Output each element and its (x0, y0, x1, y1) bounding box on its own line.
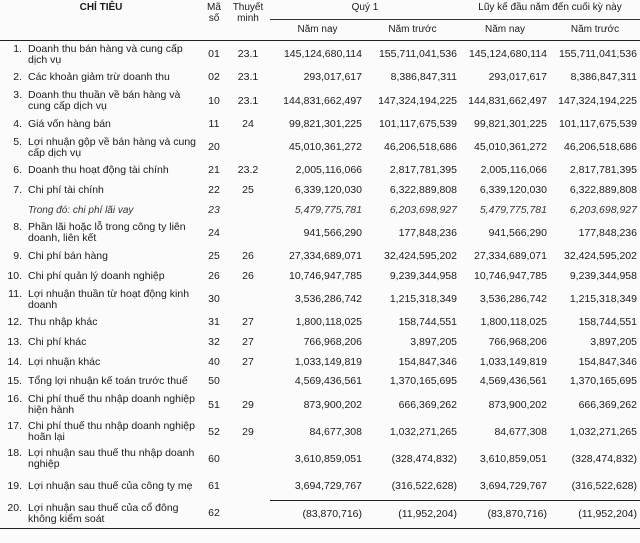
row-quarter-prior: 46,206,518,686 (384, 141, 457, 154)
header-ytd-prior: Năm trước (570, 24, 620, 35)
row-label: Doanh thu bán hàng và cung cấp dịch vụ (28, 42, 183, 66)
row-code: 31 (208, 316, 220, 329)
row-ytd-current: 766,968,206 (488, 336, 547, 349)
row-ytd-prior: 101,117,675,539 (558, 117, 637, 130)
row-note (226, 500, 270, 528)
row-quarter-prior: 32,424,595,202 (384, 250, 457, 263)
row-quarter-prior: 1,215,318,349 (389, 293, 457, 306)
row-code: 02 (208, 71, 220, 84)
row-item-cell (0, 446, 202, 473)
row-code: 24 (208, 226, 220, 239)
row-code: 25 (208, 250, 220, 263)
row-quarter-current: 1,033,149,819 (294, 355, 362, 368)
row-number: 12. (7, 316, 22, 329)
row-quarter-current: 84,677,308 (309, 425, 362, 438)
row-ytd-prior: 1,215,318,349 (569, 293, 637, 306)
row-number: 11. (8, 287, 22, 300)
row-quarter-current: 2,005,116,066 (295, 164, 362, 177)
row-note (226, 134, 270, 161)
row-note (226, 446, 270, 473)
row-number: 19. (7, 479, 22, 492)
row-ytd-current: 84,677,308 (494, 425, 547, 438)
row-code: 40 (208, 355, 220, 368)
row-quarter-current: 27,334,689,071 (289, 250, 362, 263)
row-quarter-prior: (316,522,628) (391, 479, 457, 492)
row-label: Chi phí quản lý doanh nghiệp (28, 269, 165, 282)
row-code: 10 (208, 94, 220, 107)
row-quarter-prior: 1,032,271,265 (389, 425, 457, 438)
row-ytd-prior: 6,203,698,927 (569, 203, 637, 216)
row-label: Lợi nhuận thuần từ hoạt động kinh doanh (28, 287, 190, 311)
table-row (0, 267, 640, 287)
row-ytd-current: 293,017,617 (488, 71, 547, 84)
row-item-cell (0, 247, 202, 267)
table-row (0, 68, 640, 88)
row-number: 20. (7, 501, 22, 514)
row-code: 62 (202, 500, 226, 528)
row-quarter-prior: 6,322,889,808 (389, 184, 457, 197)
row-ytd-current: 5,479,775,781 (479, 203, 547, 216)
row-label: Phần lãi hoặc lỗ trong công ty liên doanh, liên kết (28, 221, 186, 245)
row-ytd-prior: (11,952,204) (550, 500, 640, 528)
table-row (0, 161, 640, 181)
header-ytd-current: Năm nay (484, 24, 525, 35)
row-item-cell (0, 134, 202, 161)
table-row (0, 88, 640, 115)
row-ytd-prior: 6,322,889,808 (569, 184, 637, 197)
row-number: 2. (13, 71, 22, 84)
row-note (226, 372, 270, 392)
row-ytd-prior: (316,522,628) (571, 479, 637, 492)
row-label: Giá vốn hàng bán (28, 117, 111, 130)
row-item-cell (0, 115, 202, 135)
row-note: 27 (242, 316, 254, 329)
row-note: 27 (242, 336, 254, 349)
table-row (0, 115, 640, 135)
table-row (0, 286, 640, 313)
row-code: 26 (208, 269, 220, 282)
header-quarter-prior: Năm trước (388, 24, 437, 35)
row-note: 23.2 (237, 164, 259, 177)
row-label: Chi phí bán hàng (28, 250, 108, 263)
row-quarter-current: 293,017,617 (303, 71, 362, 84)
row-item-cell (0, 500, 202, 528)
row-item-cell (0, 392, 202, 419)
row-number: 14. (7, 355, 22, 368)
row-quarter-prior: (328,474,832) (391, 452, 457, 465)
row-quarter-current: 3,694,729,767 (294, 479, 362, 492)
table-row (0, 500, 640, 528)
row-quarter-current: 4,569,436,561 (294, 375, 362, 388)
row-note: 26 (242, 250, 254, 263)
table-row (0, 200, 640, 220)
row-quarter-current: 144,831,662,497 (283, 94, 362, 107)
row-ytd-prior: 1,032,271,265 (569, 425, 637, 438)
row-ytd-current: 6,339,120,030 (479, 184, 547, 197)
row-code: 11 (208, 117, 220, 130)
row-quarter-current: 941,566,290 (303, 226, 362, 239)
row-ytd-prior: 666,369,262 (578, 398, 637, 411)
row-ytd-prior: 158,744,551 (578, 316, 637, 329)
row-ytd-prior: 155,711,041,536 (558, 48, 637, 60)
row-code: 23 (208, 203, 220, 216)
row-number: 18. (7, 447, 22, 460)
row-ytd-prior: 9,239,344,958 (569, 269, 637, 282)
row-code: 32 (208, 336, 220, 349)
row-code: 21 (208, 164, 220, 177)
row-item-cell (0, 161, 202, 181)
row-number: 13. (7, 336, 22, 349)
row-ytd-current: 1,033,149,819 (479, 355, 547, 368)
table-row (0, 372, 640, 392)
row-item-cell (0, 372, 202, 392)
row-note: 26 (242, 269, 254, 282)
row-label: Lợi nhuận khác (28, 355, 101, 368)
row-number: 10. (7, 269, 22, 282)
row-note: 24 (242, 117, 254, 130)
row-ytd-current: 99,821,301,225 (474, 117, 547, 130)
row-quarter-current: 3,610,859,051 (294, 452, 362, 465)
table-row (0, 352, 640, 372)
row-code: 52 (208, 425, 220, 438)
row-ytd-prior: (328,474,832) (571, 452, 637, 465)
row-label: Thu nhập khác (28, 316, 98, 329)
row-ytd-current: 27,334,689,071 (474, 250, 547, 263)
row-quarter-prior: (11,952,204) (365, 500, 460, 528)
row-quarter-current: 766,968,206 (303, 336, 362, 349)
row-number: 4. (13, 117, 22, 130)
row-code: 30 (208, 293, 220, 306)
row-ytd-current: 144,831,662,497 (468, 94, 547, 107)
row-note (226, 473, 270, 501)
header-item: CHỈ TIÊU (79, 2, 123, 13)
row-ytd-prior: 3,897,205 (590, 336, 637, 349)
row-ytd-prior: 2,817,781,395 (569, 164, 637, 177)
row-quarter-prior: 158,744,551 (398, 316, 457, 329)
row-number: 7. (13, 184, 22, 197)
row-number: 1. (13, 42, 22, 55)
row-ytd-current: 873,900,202 (488, 398, 547, 411)
row-ytd-current: 2,005,116,066 (480, 164, 547, 177)
row-label: Lợi nhuận sau thuế của công ty mẹ (28, 479, 193, 492)
row-note (226, 220, 270, 247)
row-code: 20 (208, 141, 220, 154)
row-note: 23.1 (237, 94, 259, 107)
row-ytd-current: 4,569,436,561 (479, 375, 547, 388)
row-quarter-prior: 177,848,236 (398, 226, 457, 239)
row-note: 23.1 (237, 71, 259, 84)
row-ytd-current: 3,536,286,742 (479, 293, 547, 306)
table-body (0, 41, 640, 529)
row-label: Lợi nhuận gộp về bán hàng và cung cấp dịch vụ (28, 135, 197, 159)
row-ytd-current: 3,610,859,051 (479, 452, 547, 465)
row-item-cell (0, 352, 202, 372)
row-quarter-current: 1,800,118,025 (295, 316, 362, 329)
row-quarter-prior: 666,369,262 (398, 398, 457, 411)
row-ytd-prior: 154,847,346 (578, 355, 637, 368)
header-quarter-current: Năm nay (297, 24, 338, 35)
row-note: 23.1 (237, 48, 259, 60)
row-quarter-prior: 147,324,194,225 (378, 94, 457, 107)
table-row (0, 473, 640, 501)
row-label: Tổng lợi nhuận kế toán trước thuế (28, 375, 188, 388)
row-quarter-prior: 1,370,165,695 (389, 375, 457, 388)
row-code: 60 (208, 452, 220, 465)
row-quarter-current: (83,870,716) (270, 500, 365, 528)
row-note: 25 (242, 184, 254, 197)
row-note (226, 200, 270, 220)
row-quarter-current: 3,536,286,742 (294, 293, 362, 306)
row-quarter-prior: 6,203,698,927 (389, 203, 457, 216)
row-number: 5. (13, 135, 22, 148)
row-label: Lợi nhuận sau thuế của cổ đông không kiểm soát (28, 501, 179, 525)
row-quarter-current: 10,746,947,785 (289, 269, 362, 282)
table-row (0, 333, 640, 353)
row-ytd-current: 45,010,361,272 (474, 141, 547, 154)
row-quarter-prior: 154,847,346 (398, 355, 457, 368)
row-quarter-prior: 2,817,781,395 (389, 164, 457, 177)
row-item-cell (0, 41, 202, 69)
row-code: 01 (208, 48, 220, 60)
row-note (226, 286, 270, 313)
table-row (0, 313, 640, 333)
row-item-cell (0, 220, 202, 247)
row-quarter-current: 99,821,301,225 (289, 117, 362, 130)
row-ytd-prior: 46,206,518,686 (564, 141, 637, 154)
row-ytd-prior: 8,386,847,311 (570, 71, 637, 84)
row-code: 51 (208, 398, 220, 411)
table-row (0, 446, 640, 473)
row-item-cell (0, 181, 202, 201)
row-label: Doanh thu thuần về bán hàng và cung cấp dịch vụ (28, 89, 181, 113)
row-code: 22 (208, 184, 220, 197)
row-item-cell (0, 333, 202, 353)
row-ytd-current: 3,694,729,767 (479, 479, 547, 492)
row-ytd-current: 10,746,947,785 (474, 269, 547, 282)
row-number: 9. (13, 250, 22, 263)
row-quarter-current: 145,124,680,114 (283, 48, 362, 60)
row-quarter-prior: 9,239,344,958 (389, 269, 457, 282)
row-ytd-prior: 147,324,194,225 (558, 94, 637, 107)
row-note: 29 (242, 425, 254, 438)
table-row (0, 247, 640, 267)
row-label: Chi phí thuế thu nhập doanh nghiệp hiện hành (28, 393, 195, 417)
row-item-cell (0, 88, 202, 115)
table-row (0, 220, 640, 247)
row-item-cell (0, 267, 202, 287)
row-number: 6. (13, 164, 22, 177)
row-label: Các khoản giảm trừ doanh thu (28, 71, 170, 84)
row-label: Chi phí tài chính (28, 184, 104, 197)
row-item-cell (0, 286, 202, 313)
row-ytd-current: 1,800,118,025 (480, 316, 547, 329)
row-number: 16. (7, 393, 22, 406)
header-quarter: Quý 1 (270, 0, 460, 20)
header-code: Mã số (207, 2, 221, 24)
row-ytd-prior: 32,424,595,202 (564, 250, 637, 263)
row-number: 15. (7, 375, 22, 388)
row-ytd-prior: 1,370,165,695 (569, 375, 637, 388)
row-number: 17. (7, 420, 22, 433)
row-number: 3. (13, 89, 22, 102)
row-ytd-current: 941,566,290 (488, 226, 547, 239)
row-ytd-prior: 177,848,236 (578, 226, 637, 239)
row-item-cell (0, 473, 202, 501)
header-note: Thuyết minh (232, 2, 264, 24)
row-code: 50 (208, 375, 220, 388)
header-ytd: Lũy kế đầu năm đến cuối kỳ này (460, 0, 640, 20)
row-item-cell (0, 313, 202, 333)
row-note: 29 (242, 398, 254, 411)
row-ytd-current: (83,870,716) (460, 500, 550, 528)
row-quarter-current: 45,010,361,272 (289, 141, 362, 154)
row-number: 8. (13, 221, 22, 234)
table-row (0, 134, 640, 161)
row-quarter-prior: 155,711,041,536 (378, 48, 457, 60)
row-quarter-prior: 3,897,205 (410, 336, 457, 349)
row-number (2, 205, 28, 216)
row-quarter-prior: 8,386,847,311 (390, 71, 457, 84)
row-quarter-prior: 101,117,675,539 (378, 117, 457, 130)
row-quarter-current: 5,479,775,781 (294, 203, 362, 216)
row-ytd-current: 145,124,680,114 (468, 48, 547, 60)
row-quarter-current: 6,339,120,030 (294, 184, 362, 197)
row-item-cell (0, 419, 202, 446)
table-row (0, 392, 640, 419)
row-code: 61 (208, 479, 220, 492)
row-label: Chi phí khác (28, 336, 87, 349)
row-label: Trong đó: chi phí lãi vay (28, 204, 134, 216)
row-item-cell (0, 200, 202, 220)
row-item-cell (0, 68, 202, 88)
row-label: Lợi nhuận sau thuế thu nhập doanh nghiệp (28, 447, 195, 471)
row-label: Chi phí thuế thu nhập doanh nghiệp hoãn lại (28, 420, 195, 444)
table-row (0, 181, 640, 201)
table-row (0, 41, 640, 69)
row-note: 27 (242, 355, 254, 368)
table-header (0, 0, 640, 41)
row-label: Doanh thu hoạt động tài chính (28, 164, 169, 177)
row-quarter-current: 873,900,202 (303, 398, 362, 411)
table-row (0, 419, 640, 446)
